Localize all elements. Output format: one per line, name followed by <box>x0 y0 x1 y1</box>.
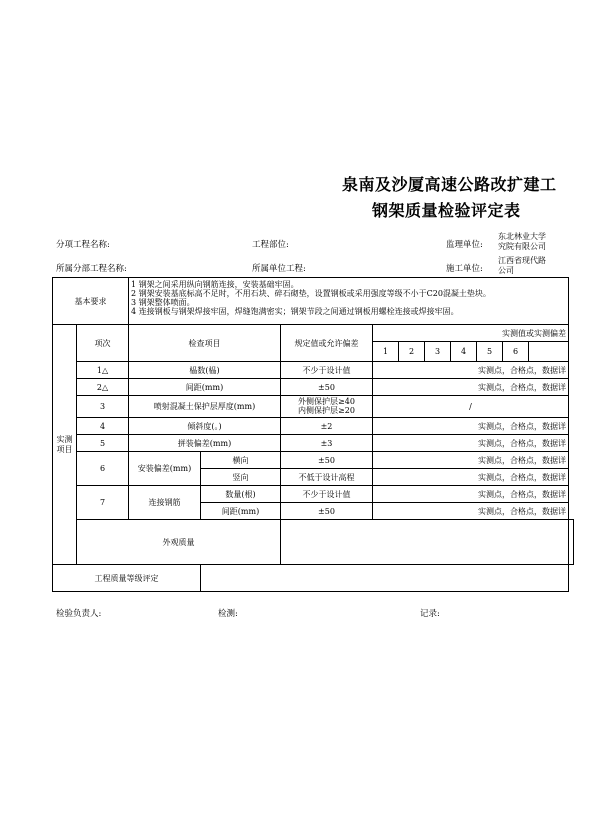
contractor-value-2: 公司 <box>498 266 514 275</box>
basic-requirements-label: 基本要求 <box>53 278 129 325</box>
measured-section-label: 实测项目 <box>53 325 77 565</box>
row-measured: 实测点，合格点，数据详 <box>373 469 569 486</box>
basic-line-1: 1 钢架之间采用纵向钢筋连接，安装基础牢固。 <box>131 280 299 289</box>
col-no-header: 项次 <box>77 325 129 362</box>
row-item: 拼装偏差(mm) <box>129 435 281 452</box>
row-measured: 实测点，合格点，数据详 <box>373 362 569 379</box>
col-measured-header: 实测值或实测偏差 <box>373 325 569 342</box>
row-sub-item: 间距(mm) <box>201 503 281 520</box>
basic-line-2: 2 钢架安装基底标高不足时，不用石块、碎石砌垫，设置钢板或采用强度等级不小于C20混凝土垫块。 <box>131 289 491 298</box>
row-spec: 不少于设计值 <box>281 486 373 503</box>
col-item-header: 检查项目 <box>129 325 281 362</box>
row-no: 6 <box>77 452 129 486</box>
row-measured: 实测点，合格点，数据详 <box>373 435 569 452</box>
row-item: 榀数(榀) <box>129 362 281 379</box>
basic-line-4: 4 连接钢板与钢架焊接牢固，焊缝饱满密实；钢架节段之间通过钢板用螺栓连接或焊接牢固。 <box>131 307 459 316</box>
form-title: 钢架质量检验评定表 <box>372 201 521 220</box>
row-no: 5 <box>77 435 129 452</box>
point-6: 6 <box>503 342 529 362</box>
supervisor-label: 监理单位: <box>446 240 483 250</box>
point-extra <box>529 342 569 362</box>
row-item: 间距(mm) <box>129 379 281 396</box>
unit-label: 所属单位工程: <box>252 264 306 274</box>
row-spec: ±50 <box>281 452 373 469</box>
row-spec: ±2 <box>281 418 373 435</box>
row-no: 7 <box>77 486 129 520</box>
recorder-label: 记录: <box>420 609 440 619</box>
row-sub-item: 数量(根) <box>201 486 281 503</box>
basic-requirements-text <box>129 278 569 325</box>
appearance-extra <box>569 520 574 565</box>
row-spec <box>281 396 373 418</box>
row-no: 3 <box>77 396 129 418</box>
point-5: 5 <box>477 342 503 362</box>
row-spec-inner: 内侧保护层≥20 <box>298 405 355 415</box>
point-1: 1 <box>373 342 399 362</box>
col-spec-header: 规定值或允许偏差 <box>281 325 373 362</box>
division-label: 所属分部工程名称: <box>56 264 127 274</box>
row-measured: 实测点，合格点，数据详 <box>373 452 569 469</box>
row-no: 1△ <box>77 362 129 379</box>
row-item: 连接钢筋 <box>129 486 201 520</box>
appearance-value[interactable] <box>281 520 569 565</box>
point-2: 2 <box>399 342 425 362</box>
grade-value[interactable] <box>201 565 569 592</box>
part-label: 工程部位: <box>252 240 289 250</box>
row-spec: ±3 <box>281 435 373 452</box>
row-spec-outer: 外侧保护层≥40 <box>298 397 355 406</box>
point-3: 3 <box>425 342 451 362</box>
row-sub-item: 横向 <box>201 452 281 469</box>
row-spec: 不低于设计高程 <box>281 469 373 486</box>
row-no: 2△ <box>77 379 129 396</box>
row-measured: 实测点，合格点，数据详 <box>373 503 569 520</box>
row-measured: 实测点，合格点，数据详 <box>373 486 569 503</box>
row-measured: 实测点，合格点，数据详 <box>373 418 569 435</box>
row-measured: 实测点，合格点，数据详 <box>373 379 569 396</box>
row-item: 喷射混凝土保护层厚度(mm) <box>129 396 281 418</box>
appearance-label: 外观质量 <box>77 520 281 565</box>
basic-line-3: 3 钢架整体喷面。 <box>131 298 195 307</box>
row-spec: ±50 <box>281 379 373 396</box>
row-spec: 不少于设计值 <box>281 362 373 379</box>
grade-label: 工程质量等级评定 <box>53 565 201 592</box>
tester-label: 检测: <box>218 609 238 619</box>
row-no: 4 <box>77 418 129 435</box>
row-item: 倾斜度(。) <box>129 418 281 435</box>
inspector-label: 检验负责人: <box>56 609 102 619</box>
row-item: 安装偏差(mm) <box>129 452 201 486</box>
contractor-value-1: 江西省现代路 <box>498 256 546 265</box>
row-spec: ±50 <box>281 503 373 520</box>
row-measured: / <box>373 396 569 418</box>
contractor-label: 施工单位: <box>446 264 483 274</box>
page-title: 泉南及沙厦高速公路改扩建工 <box>342 175 557 194</box>
supervisor-value-2: 究院有限公司 <box>498 242 546 251</box>
inspection-table <box>52 277 574 592</box>
sub-project-label: 分项工程名称: <box>56 240 110 250</box>
supervisor-value-1: 东北林业大学 <box>498 232 546 241</box>
row-sub-item: 竖向 <box>201 469 281 486</box>
point-4: 4 <box>451 342 477 362</box>
